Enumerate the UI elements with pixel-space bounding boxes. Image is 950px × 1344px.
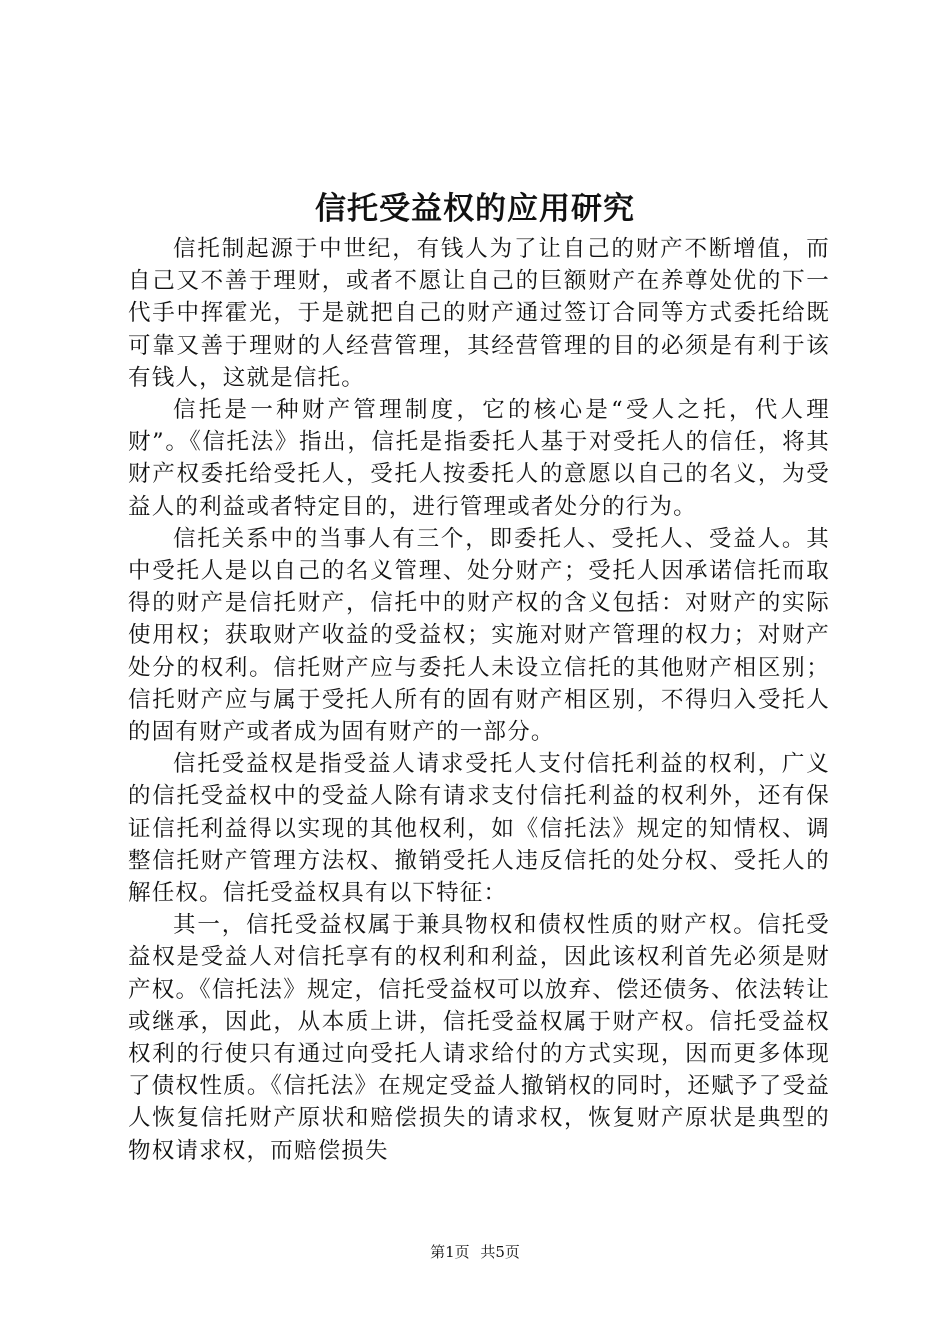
paragraph-5: 其一，信托受益权属于兼具物权和债权性质的财产权。信托受益权是受益人对信托享有的权利和利益，因此该权利首先必须是财产权。《信托法》规定，信托受益权可以放弃、偿还债务、依法转让或继承，因此，从本质上讲，信托受益权属于财产权。信托受益权权利的行使只有通过向受托人请求给付的方式实现，因而更多体现了债权性质。《信托法》在规定受益人撤销权的同时，还赋予了受益人恢复信托财产原状和赔偿损失的请求权，恢复财产原状是典型的物权请求权，而赔偿损失 <box>128 912 830 1164</box>
paragraph-3: 信托关系中的当事人有三个，即委托人、受托人、受益人。其中受托人是以自己的名义管理、处分财产；受托人因承诺信托而取得的财产是信托财产，信托中的财产权的含义包括：对财产的实际使用权；获取财产收益的受益权；实施对财产管理的权力；对财产处分的权利。信托财产应与委托人未设立信托的其他财产相区别；信托财产应与属于受托人所有的固有财产相区别，不得归入受托人的固有财产或者成为固有财产的一部分。 <box>128 525 830 746</box>
page-title: 信托受益权的应用研究 <box>315 191 635 227</box>
paragraph-1: 信托制起源于中世纪，有钱人为了让自己的财产不断增值，而自己又不善于理财，或者不愿让自己的巨额财产在养尊处优的下一代手中挥霍光，于是就把自己的财产通过签订合同等方式委托给既可靠又善于理财的人经营管理，其经营管理的目的必须是有利于该有钱人，这就是信托。 <box>128 236 830 391</box>
paragraph-2: 信托是一种财产管理制度，它的核心是“受人之托，代人理财”。《信托法》指出，信托是指委托人基于对受托人的信任，将其财产权委托给受托人，受托人按委托人的意愿以自己的名义，为受益人的利益或者特定目的，进行管理或者处分的行为。 <box>128 397 830 520</box>
document-body <box>128 233 830 1167</box>
page-number: 第1页 <box>430 1243 470 1261</box>
paragraph-4: 信托受益权是指受益人请求受托人支付信托利益的权利，广义的信托受益权中的受益人除有请求支付信托利益的权利外，还有保证信托利益得以实现的其他权利，如《信托法》规定的知情权、调整信托财产管理方法权、撤销受托人违反信托的处分权、受托人的解任权。信托受益权具有以下特征： <box>128 751 830 907</box>
page-total: 共5页 <box>480 1243 520 1261</box>
page-footer <box>0 1241 950 1263</box>
